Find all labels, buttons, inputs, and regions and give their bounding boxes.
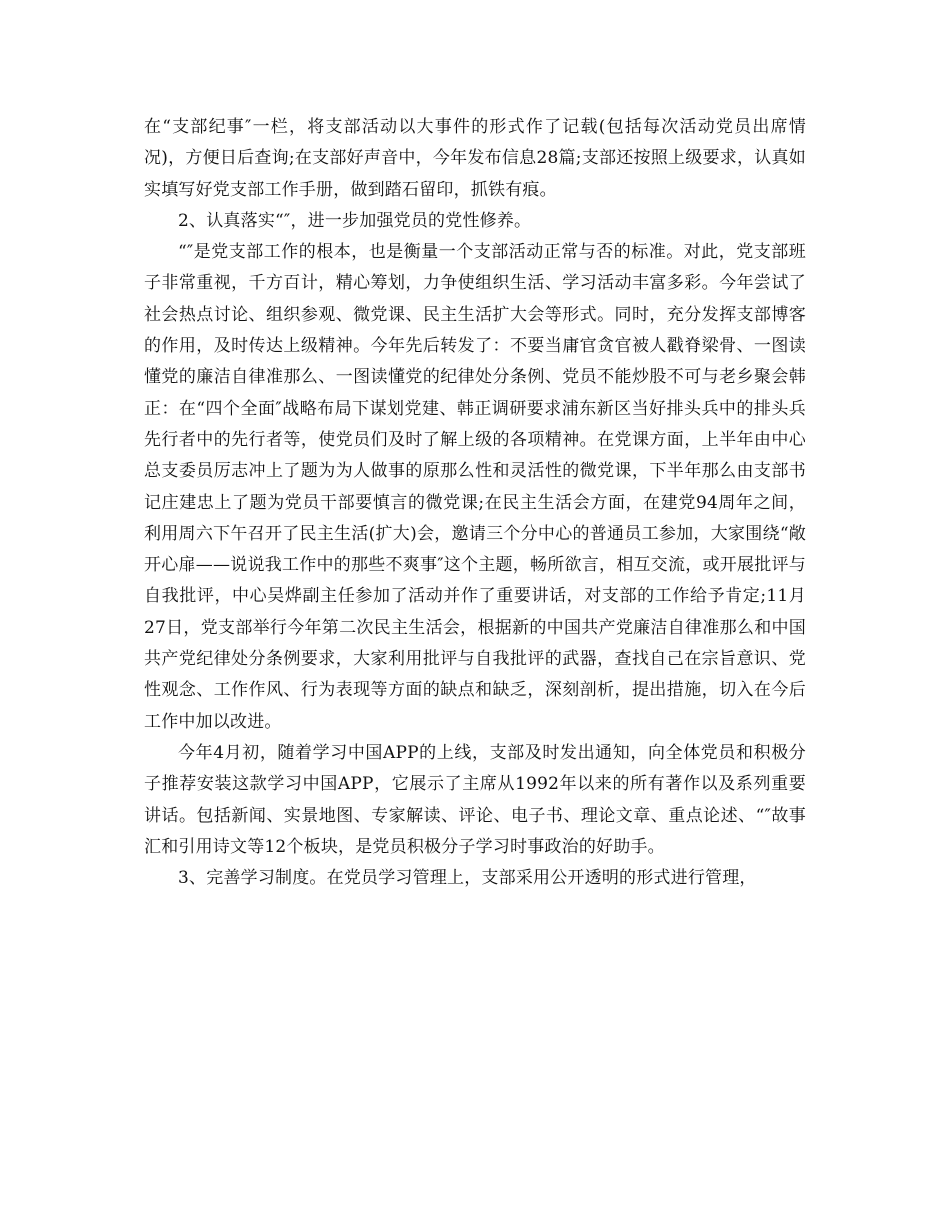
document-body (144, 112, 806, 894)
paragraph-item-3-study-system: 3、完善学习制度。在党员学习管理上，支部采用公开透明的形式进行管理， (178, 868, 757, 889)
paragraph-study-app: 今年4月初，随着学习中国APP的上线，支部及时发出通知，向全体党员和积极分子推荐安装这款学习中国APP，它展示了主席从1992年以来的所有著作以及系列重要讲话。包括新闻、实景地图、专家解读、评论、电子书、理论文章、重点论述、“″故事汇和引用诗文等12个板块，是党员积极分子学习时事政治的好助手。 (144, 742, 806, 857)
paragraph-organizational-life: “″是党支部工作的根本，也是衡量一个支部活动正常与否的标准。对此，党支部班子非常重视，千方百计，精心筹划，力争使组织生活、学习活动丰富多彩。今年尝试了社会热点讨论、组织参观、微党课、民主生活扩大会等形式。同时，充分发挥支部博客的作用，及时传达上级精神。今年先后转发了：不要当庸官贪官被人戳脊梁骨、一图读懂党的廉洁自律准那么、一图读懂党的纪律处分条例、党员不能炒股不可与老乡聚会韩正：在“四个全面″战略布局下谋划党建、韩正调研要求浦东新区当好排头兵中的排头兵先行者中的先行者等，使党员们及时了解上级的各项精神。在党课方面，上半年由中心总支委员厉志冲上了题为为人做事的原那么性和灵活性的微党课，下半年那么由支部书记庄建忠上了题为党员干部要慎言的微党课;在民主生活会方面，在建党94周年之间，利用周六下午召开了民主生活(扩大)会，邀请三个分中心的普通员工参加，大家围绕“敞开心扉——说说我工作中的那些不爽事″这个主题，畅所欲言，相互交流，或开展批评与自我批评，中心吴烨副主任参加了活动并作了重要讲话，对支部的工作给予肯定;11月27日，党支部举行今年第二次民主生活会，根据新的中国共产党廉洁自律准那么和中国共产党纪律处分条例要求，大家利用批评与自我批评的武器，查找自己在宗旨意识、党性观念、工作作风、行为表现等方面的缺点和缺乏，深刻剖析，提出措施，切入在今后工作中加以改进。 (144, 242, 806, 732)
paragraph-item-2-heading: 2、认真落实“″，进一步加强党员的党性修养。 (178, 210, 532, 231)
paragraph-continuation: 在“支部纪事″一栏，将支部活动以大事件的形式作了记载(包括每次活动党员出席情况)，方便日后查询;在支部好声音中，今年发布信息28篇;支部还按照上级要求，认真如实填写好党支部工作手册，做到踏石留印，抓铁有痕。 (144, 117, 806, 200)
